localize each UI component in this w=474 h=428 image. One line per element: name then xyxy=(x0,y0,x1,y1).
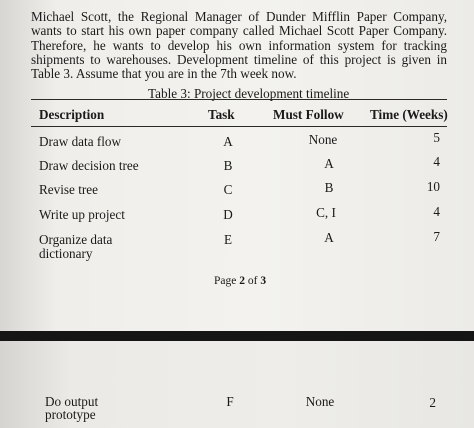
row-a-task: A xyxy=(223,134,233,149)
table-caption: Table 3: Project development timeline xyxy=(148,86,350,101)
header-description: Description xyxy=(39,107,105,122)
row-a-description: Draw data flow xyxy=(39,134,122,149)
row-e-description-line2: dictionary xyxy=(39,246,93,261)
row-b-time: 4 xyxy=(433,154,440,169)
row-f-description-line1: Do output xyxy=(45,394,99,409)
row-c-task: C xyxy=(223,182,233,197)
row-f-task: F xyxy=(226,394,234,409)
row-c-must-follow: B xyxy=(324,180,334,195)
row-f-time: 2 xyxy=(429,395,436,410)
row-d-description: Write up project xyxy=(39,207,125,222)
row-b-description: Draw decision tree xyxy=(39,158,139,173)
header-time-weeks: Time (Weeks) xyxy=(370,107,448,122)
header-must-follow: Must Follow xyxy=(273,107,344,122)
row-b-task: B xyxy=(223,158,233,173)
page-total: 3 xyxy=(260,275,267,287)
page-of: of xyxy=(247,275,258,287)
row-d-time: 4 xyxy=(433,204,440,219)
row-f-must-follow: None xyxy=(305,394,335,409)
table-top-rule xyxy=(31,99,447,100)
page-break-band xyxy=(0,331,474,341)
row-a-must-follow: None xyxy=(308,132,338,147)
page-number xyxy=(214,275,266,287)
row-e-time: 7 xyxy=(433,229,440,244)
row-d-task: D xyxy=(223,207,233,222)
row-e-task: E xyxy=(223,232,233,247)
page-word: Page xyxy=(214,275,237,287)
next-page-section xyxy=(0,341,474,428)
header-task: Task xyxy=(208,107,235,122)
row-a-time: 5 xyxy=(433,130,440,145)
row-d-must-follow: C, I xyxy=(316,205,336,220)
table-header-rule xyxy=(31,126,447,127)
row-e-must-follow: A xyxy=(324,230,334,245)
row-c-description: Revise tree xyxy=(39,182,98,197)
row-b-must-follow: A xyxy=(324,156,334,171)
row-e-description-line1: Organize data xyxy=(39,232,113,247)
page-current: 2 xyxy=(239,275,245,287)
row-c-time: 10 xyxy=(426,179,440,194)
row-f-description-line2: prototype xyxy=(45,407,96,422)
problem-paragraph: Michael Scott, the Regional Manager of Dunder Mifflin Paper Company, wants to start his own paper company called Michael Scott Paper Company. Therefore, he wants to develop his own information system for tracking shipments to warehouses. Development timeline of this project is given in Table 3. Assume that you are in the 7th week now. xyxy=(31,9,447,82)
